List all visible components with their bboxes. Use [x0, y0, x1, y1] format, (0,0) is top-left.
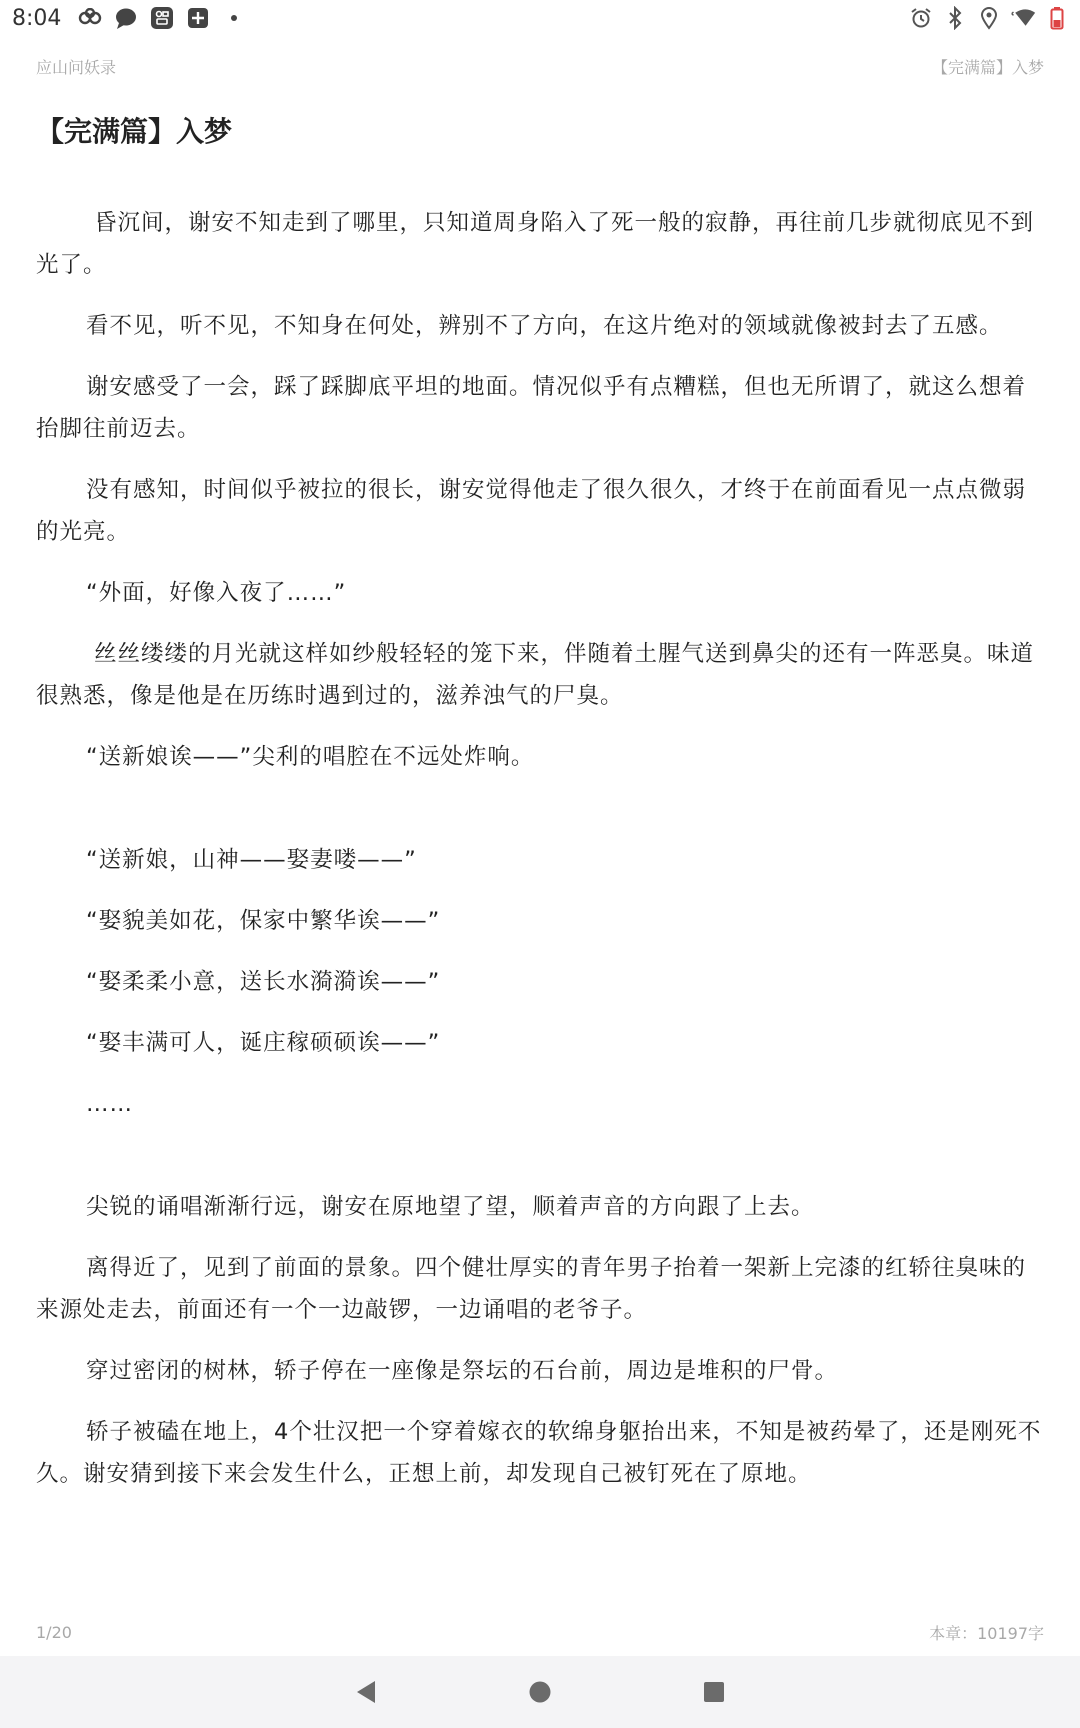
infinity-link-icon: [77, 5, 103, 31]
chat-bubble-icon: [113, 5, 139, 31]
alarm-icon: [908, 5, 934, 31]
reader-header: [36, 52, 1044, 80]
chapter-short-title: 【完满篇】入梦: [931, 57, 1044, 77]
battery-icon: [1044, 5, 1070, 31]
paragraph: “送新娘，山神——娶妻喽——”: [86, 847, 417, 873]
paragraph: “娶貌美如花，保家中繁华诶——”: [86, 908, 441, 934]
page-indicator: 1/20: [36, 1622, 72, 1642]
add-box-icon: [185, 5, 211, 31]
wifi-icon: [1010, 5, 1036, 31]
paragraph: ……: [86, 1091, 133, 1117]
paragraph: 离得近了，见到了前面的景象。四个健壮厚实的青年男子抬着一架新上完漆的红轿往臭味的来源处走去，前面还有一个一边敲锣，一边诵唱的老爷子。: [36, 1255, 1027, 1323]
paragraph: 丝丝缕缕的月光就这样如纱般轻轻的笼下来，伴随着土腥气送到鼻尖的还有一阵恶臭。味道很熟悉，像是他是在历练时遇到过的，滋养浊气的尸臭。: [36, 641, 1035, 709]
bluetooth-icon: [942, 5, 968, 31]
paragraph: 尖锐的诵唱渐渐行远，谢安在原地望了望，顺着声音的方向跟了上去。: [86, 1194, 815, 1220]
paragraph: 没有感知，时间似乎被拉的很长，谢安觉得他走了很久很久，才终于在前面看见一点点微弱的光亮。: [36, 477, 1027, 545]
reader-footer: [36, 1618, 1044, 1646]
location-icon: [976, 5, 1002, 31]
back-button[interactable]: [346, 1672, 386, 1712]
paragraph: 轿子被磕在地上，4个壮汉把一个穿着嫁衣的软绵身躯抬出来，不知是被药晕了，还是刚死不久。谢安猜到接下来会发生什么，正想上前，却发现自己被钉死在了原地。: [36, 1419, 1042, 1487]
paragraph: 穿过密闭的树林，轿子停在一座像是祭坛的石台前，周边是堆积的尸骨。: [86, 1358, 839, 1384]
status-time: 8:04: [12, 5, 62, 31]
paragraph: “娶柔柔小意，送长水漪漪诶——”: [86, 969, 441, 995]
paragraph: 昏沉间，谢安不知走到了哪里，只知道周身陷入了死一般的寂静，再往前几步就彻底见不到光了。: [36, 210, 1035, 278]
paragraph-spacer: [36, 1144, 1044, 1186]
back-icon: [353, 1678, 379, 1706]
app-grid-icon: [149, 5, 175, 31]
recents-button[interactable]: [694, 1672, 734, 1712]
paragraph: 谢安感受了一会，踩了踩脚底平坦的地面。情况似乎有点糟糕，但也无所谓了，就这么想着抬脚往前迈去。: [36, 374, 1027, 442]
status-left: [0, 5, 247, 31]
paragraph: 看不见，听不见，不知身在何处，辨别不了方向，在这片绝对的领域就像被封去了五感。: [86, 313, 1003, 339]
book-title: 应山问妖录: [36, 57, 117, 77]
paragraph: “娶丰满可人，诞庄稼硕硕诶——”: [86, 1030, 441, 1056]
system-nav-bar: [0, 1656, 1080, 1728]
chapter-title: 【完满篇】入梦: [36, 115, 233, 148]
recents-icon: [702, 1680, 726, 1704]
paragraph: “外面，好像入夜了……”: [86, 580, 347, 606]
dot-icon: [221, 5, 247, 31]
home-icon: [528, 1680, 552, 1704]
status-bar: [0, 0, 1080, 36]
status-right: [908, 5, 1080, 31]
word-count: 本章：10197字: [929, 1623, 1044, 1643]
home-button[interactable]: [520, 1672, 560, 1712]
paragraph-spacer: [36, 797, 1044, 839]
paragraph: “送新娘诶——”尖利的唱腔在不远处炸响。: [86, 744, 535, 770]
chapter-content[interactable]: [36, 202, 1044, 1514]
